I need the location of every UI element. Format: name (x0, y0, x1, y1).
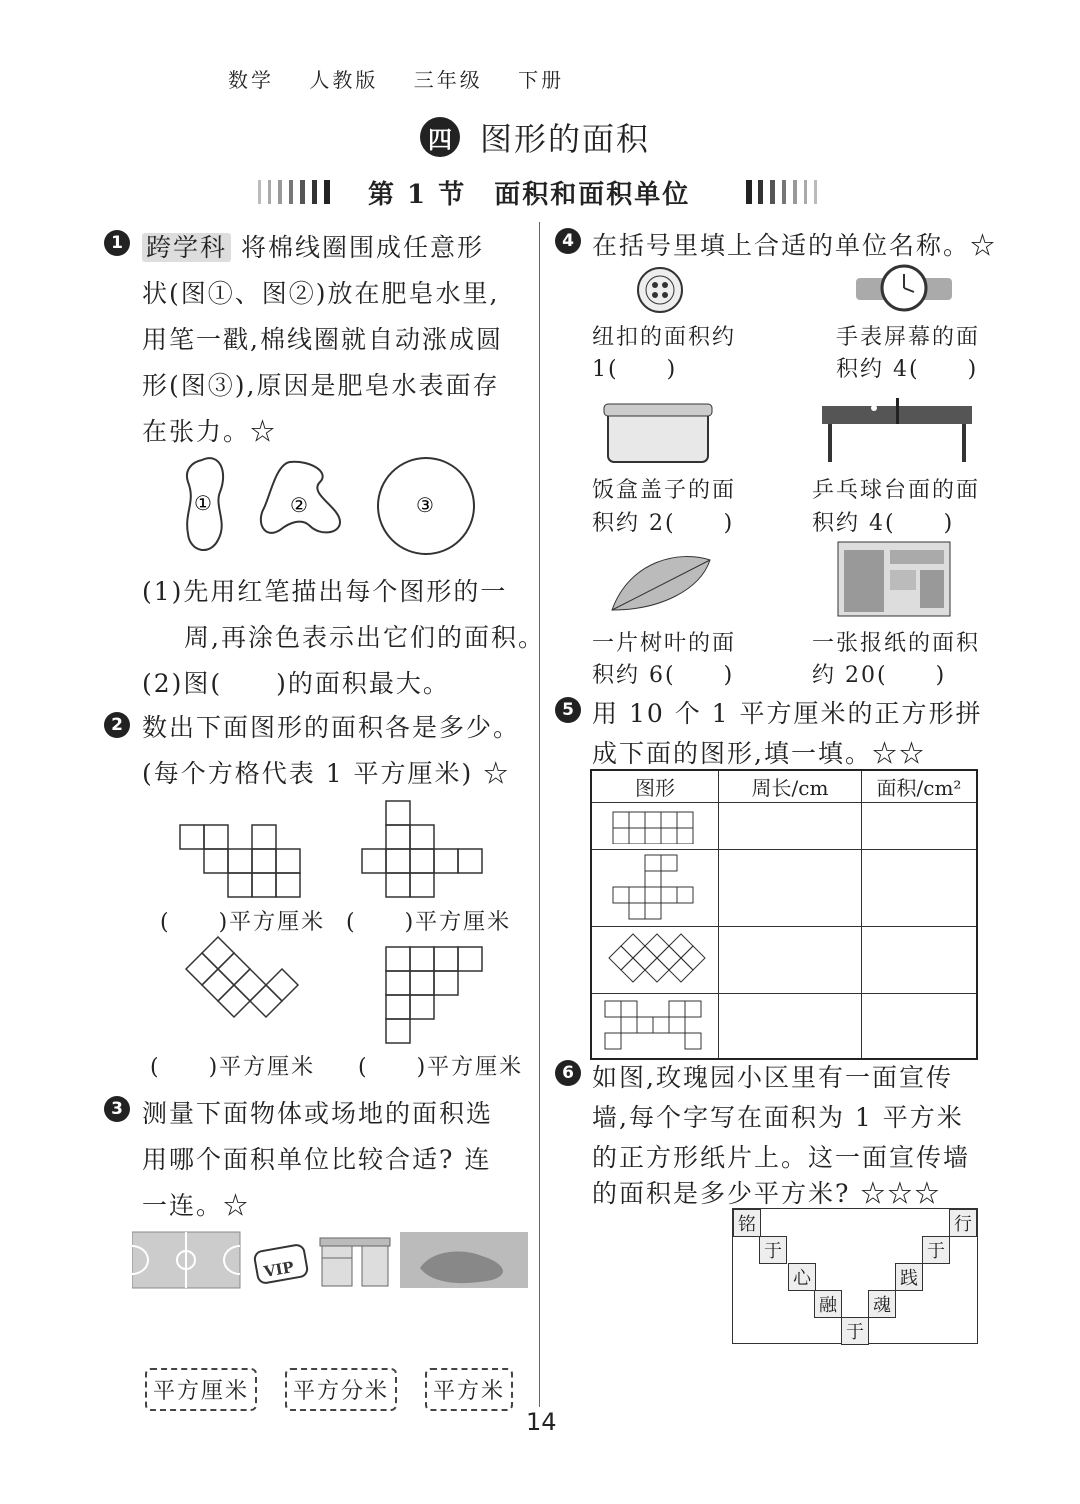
wall-char-9: 行 (949, 1209, 977, 1237)
q4-item3-line2[interactable]: 积约 2( ) (592, 511, 735, 536)
q1-line-3: 用笔一戳,棉线圈就自动涨成圆 (142, 325, 503, 354)
q4-number: 4 (555, 228, 581, 254)
q5-number: 5 (555, 697, 581, 723)
wall-char-7: 践 (895, 1263, 923, 1291)
q4-item6-line1: 一张报纸的面积 (812, 631, 981, 656)
q2-number: 2 (104, 712, 130, 738)
q1-sub1-line-1: (1)先用红笔描出每个图形的一 (142, 577, 508, 606)
newspaper-image (838, 542, 950, 616)
section-heading (258, 174, 828, 208)
q1-line-5: 在张力。☆ (142, 417, 278, 446)
wall-char-1: 铭 (733, 1209, 761, 1237)
q2-figure-d (386, 947, 482, 1043)
desk-image (320, 1238, 390, 1286)
q4-item5-line1: 一片树叶的面 (592, 631, 737, 656)
left-bars-decoration (258, 180, 348, 204)
q2-answer-c[interactable]: ( )平方厘米 (150, 1055, 316, 1080)
perimeter-cell[interactable] (719, 803, 862, 850)
vip-label: VIP (262, 1257, 296, 1281)
area-cell[interactable] (862, 803, 978, 850)
q4-title: 在括号里填上合适的单位名称。☆ (592, 231, 998, 260)
right-bars-decoration (746, 180, 836, 204)
q1-sub1-line-2: 周,再涂色表示出它们的面积。 (184, 623, 545, 652)
vip-card-image (254, 1244, 309, 1284)
watch-image (856, 266, 952, 310)
row-shape-3 (593, 928, 713, 988)
q6-line-1: 如图,玫瑰园小区里有一面宣传 (592, 1063, 953, 1092)
grade: 三年级 (413, 68, 483, 92)
q2-figure-a (180, 825, 300, 897)
q2-answer-a[interactable]: ( )平方厘米 (160, 910, 326, 935)
q3-line-2: 用哪个面积单位比较合适? 连 (142, 1145, 492, 1174)
q4-item5-line2[interactable]: 积约 6( ) (592, 663, 735, 688)
row-shape-2 (593, 851, 713, 921)
wall-char-2: 于 (759, 1236, 787, 1264)
table-row (591, 803, 977, 850)
ping-pong-table-image (822, 398, 972, 462)
wall-char-6: 魂 (868, 1290, 896, 1318)
q5-line-1: 用 10 个 1 平方厘米的正方形拼 (592, 699, 983, 728)
q4-item1-line2[interactable]: 1( ) (592, 357, 678, 382)
area-cell[interactable] (862, 850, 978, 927)
q1-sub2: (2)图( )的面积最大。 (142, 669, 450, 698)
shape-cell (591, 803, 719, 850)
q3-number: 3 (104, 1096, 130, 1122)
q3-line-3: 一连。☆ (142, 1191, 251, 1220)
lake-map-image (400, 1232, 528, 1288)
q4-item4-line2[interactable]: 积约 4( ) (812, 511, 955, 536)
q4-item2-line2[interactable]: 积约 4( ) (836, 357, 979, 382)
unit-square-decimeter[interactable]: 平方分米 (285, 1368, 397, 1411)
q6-number: 6 (555, 1060, 581, 1086)
q3-line-1: 测量下面物体或场地的面积选 (142, 1099, 494, 1128)
area-cell[interactable] (862, 994, 978, 1060)
page-number: 14 (526, 1408, 557, 1436)
q6-line-4: 的面积是多少平方米? ☆☆☆ (592, 1179, 942, 1208)
subject: 数学 (228, 68, 274, 92)
perimeter-cell[interactable] (719, 927, 862, 994)
q1-figures (180, 452, 480, 562)
q3-images (132, 1228, 532, 1292)
table-row (591, 994, 977, 1060)
q4-item2-line1: 手表屏幕的面 (836, 325, 981, 350)
row-shape-4 (593, 995, 713, 1053)
chapter-heading (420, 116, 650, 158)
q1-number: 1 (104, 230, 130, 256)
q4-images (560, 260, 980, 630)
chapter-number: 四 (420, 117, 460, 157)
wall-char-8: 于 (922, 1236, 950, 1264)
q4-item3-line1: 饭盒盖子的面 (592, 478, 737, 503)
wall-char-4: 融 (814, 1290, 842, 1318)
table-row (591, 927, 977, 994)
propaganda-wall (732, 1208, 978, 1344)
table-row (591, 850, 977, 927)
figure-label-1: ① (194, 491, 212, 515)
lunchbox-image (604, 404, 712, 462)
leaf-image (612, 557, 710, 610)
row-shape-1 (593, 804, 713, 844)
q1-line-4: 形(图③),原因是肥皂水表面存 (142, 371, 500, 400)
q4-item4-line1: 乒乓球台面的面 (812, 478, 981, 503)
area-cell[interactable] (862, 927, 978, 994)
q2-figure-b (362, 801, 482, 897)
unit-square-meter[interactable]: 平方米 (425, 1368, 513, 1411)
q4-item1-line1: 纽扣的面积约 (592, 325, 737, 350)
header-shape: 图形 (591, 770, 719, 803)
q6-line-2: 墙,每个字写在面积为 1 平方米 (592, 1103, 964, 1132)
q1-tag: 跨学科 (142, 233, 231, 262)
q1-line-1 (142, 228, 484, 264)
unit-square-centimeter[interactable]: 平方厘米 (145, 1368, 257, 1411)
q1-line-2: 状(图①、图②)放在肥皂水里, (142, 279, 500, 308)
shape-cell (591, 994, 719, 1060)
volume: 下册 (518, 68, 565, 92)
figure-label-2: ② (290, 493, 308, 517)
figure-label-3: ③ (416, 493, 434, 517)
q5-line-2: 成下面的图形,填一填。☆☆ (592, 739, 926, 768)
button-image (638, 268, 682, 312)
wall-char-3: 心 (788, 1263, 816, 1291)
q2-line-2: (每个方格代表 1 平方厘米) ☆ (142, 759, 511, 788)
column-divider (539, 222, 540, 1407)
q1-text-1: 将棉线圈围成任意形 (240, 233, 484, 262)
header-area: 面积/cm² (862, 770, 978, 803)
q5-table (590, 769, 978, 1060)
basketball-court-image (132, 1232, 240, 1288)
q2-line-1: 数出下面图形的面积各是多少。 (142, 713, 521, 742)
wall-char-5: 于 (841, 1317, 869, 1345)
edition: 人教版 (309, 68, 379, 92)
book-header (228, 64, 564, 93)
chapter-title: 图形的面积 (480, 120, 651, 158)
q6-line-3: 的正方形纸片上。这一面宣传墙 (592, 1143, 971, 1172)
q2-answer-d[interactable]: ( )平方厘米 (358, 1055, 524, 1080)
perimeter-cell[interactable] (719, 994, 862, 1060)
shape-cell (591, 927, 719, 994)
perimeter-cell[interactable] (719, 850, 862, 927)
q2-figure-c (186, 937, 298, 1017)
section-title: 第 1 节 面积和面积单位 (368, 180, 691, 210)
shape-cell (591, 850, 719, 927)
header-perimeter: 周长/cm (719, 770, 862, 803)
q2-answer-b[interactable]: ( )平方厘米 (346, 910, 512, 935)
q4-item6-line2[interactable]: 约 20( ) (812, 663, 947, 688)
